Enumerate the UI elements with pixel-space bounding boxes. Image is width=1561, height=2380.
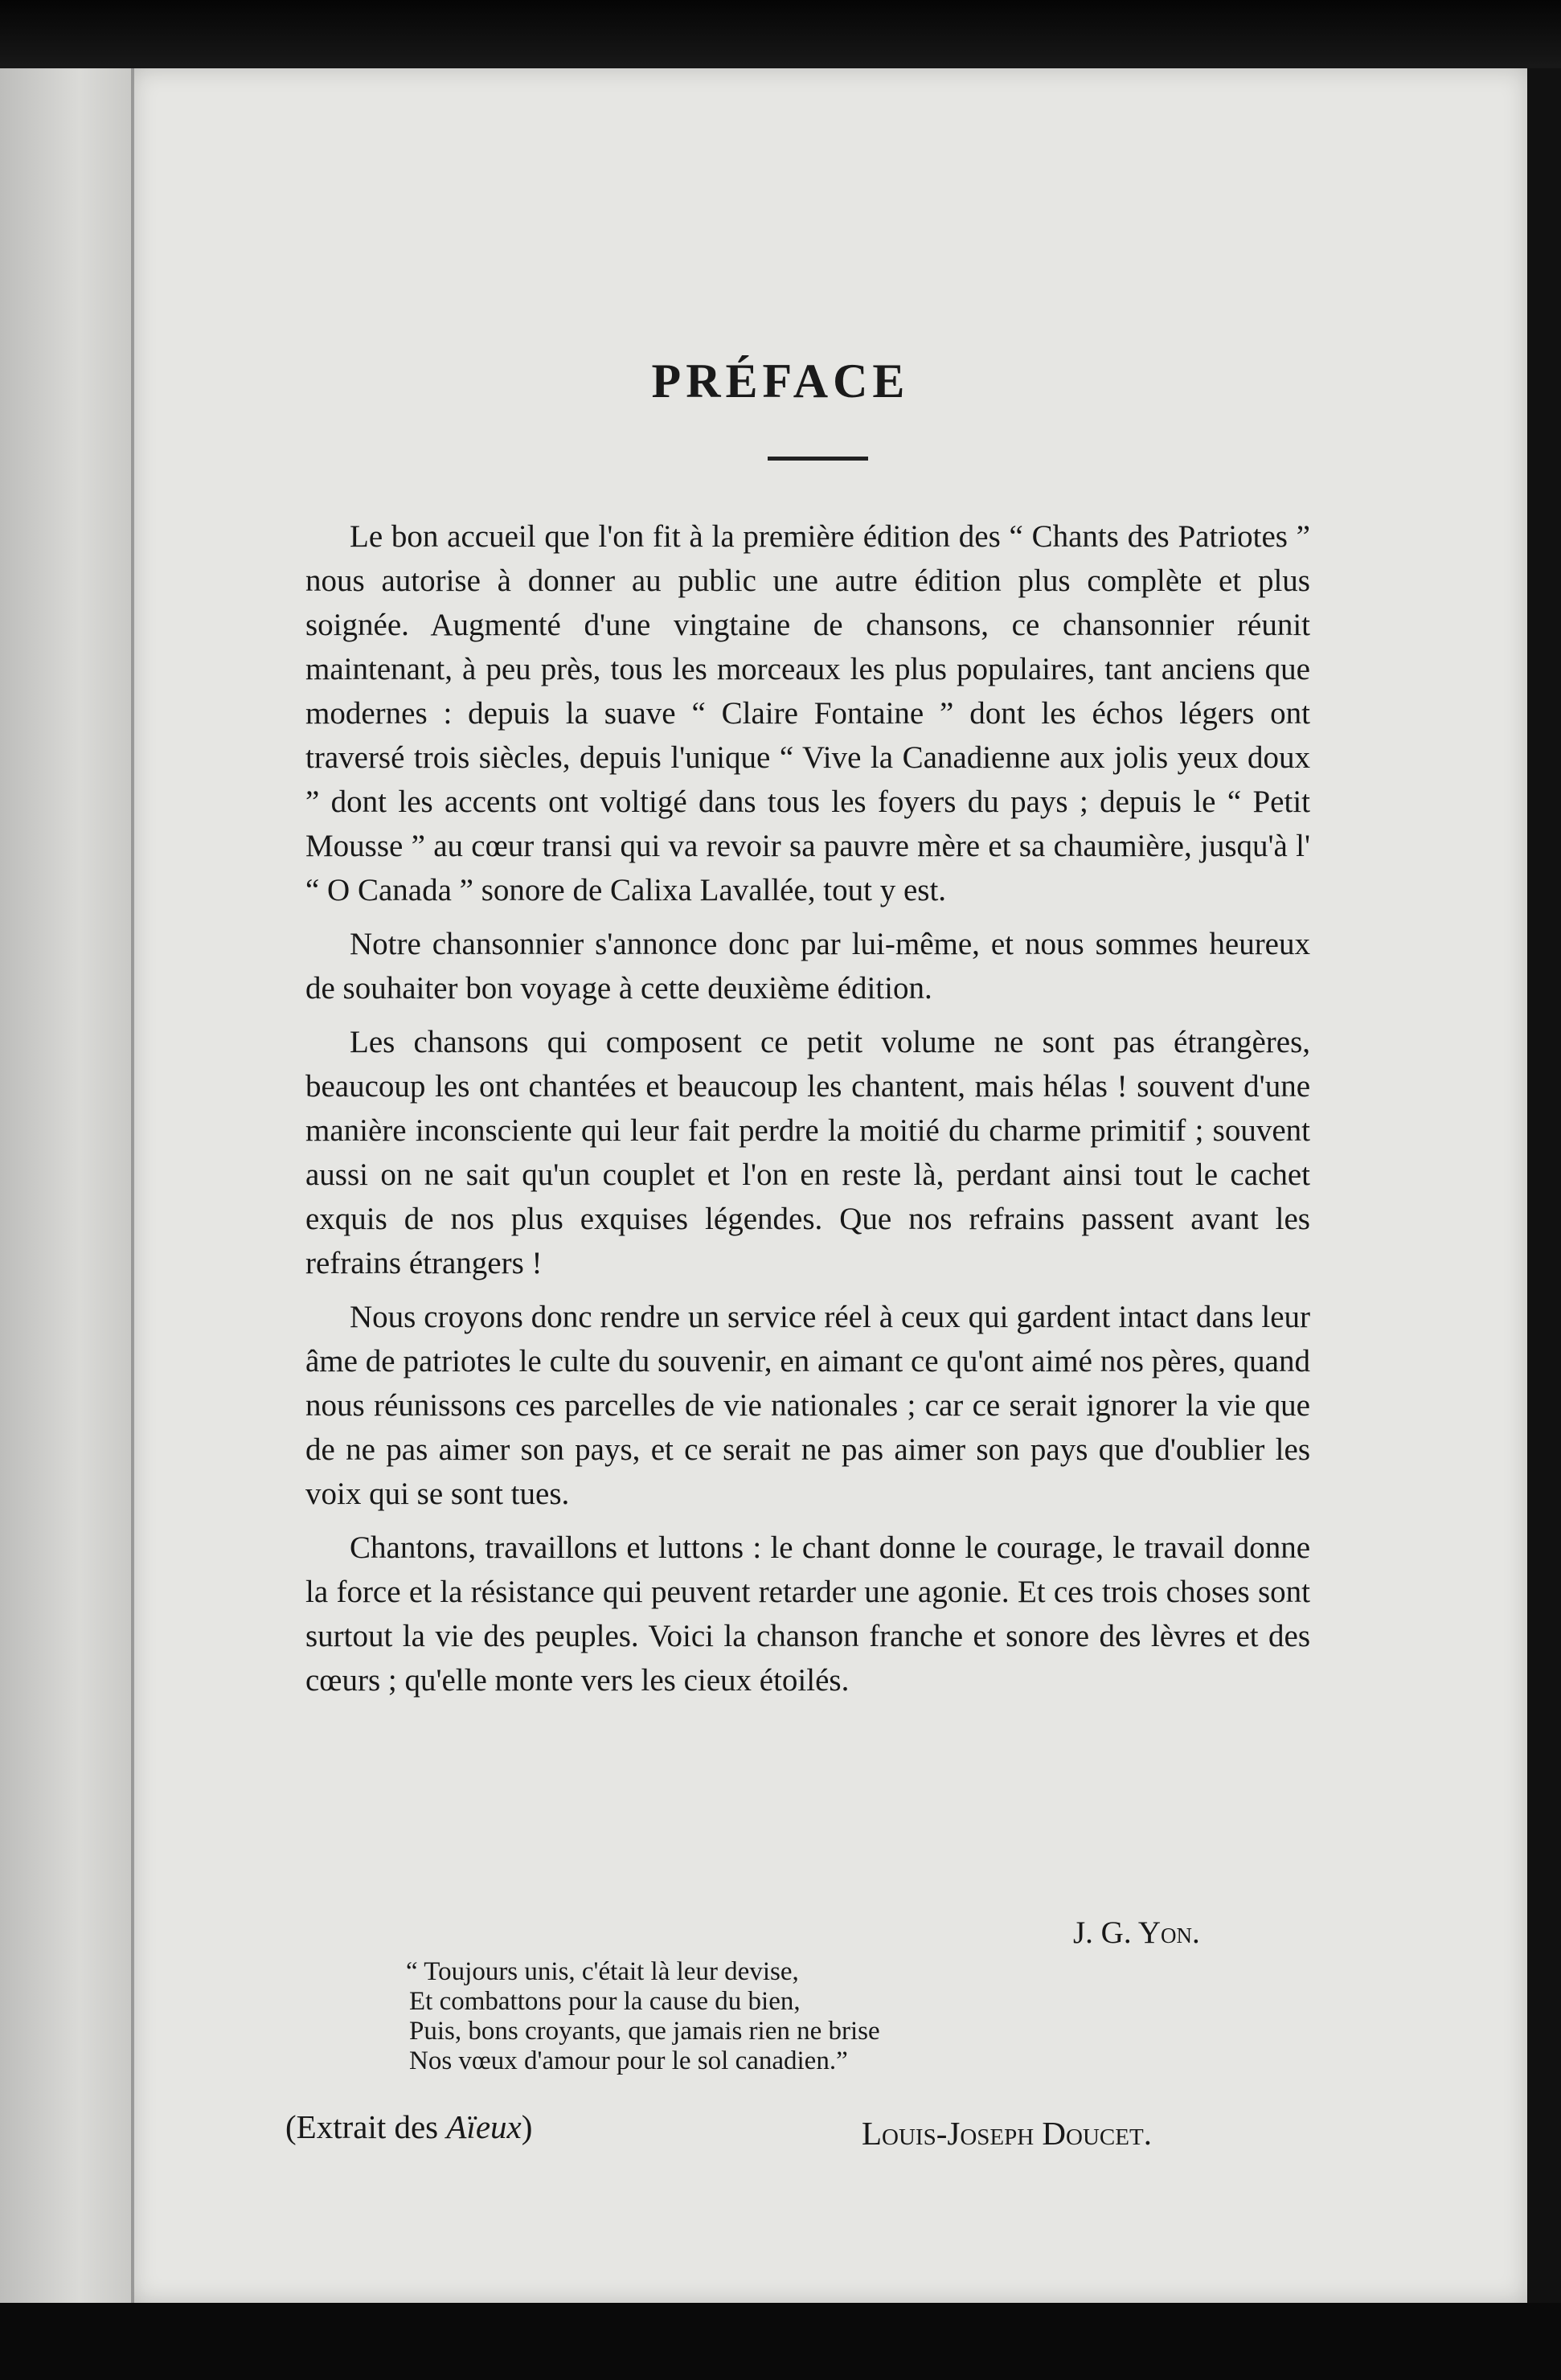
source-title: Aïeux [446, 2108, 522, 2145]
preface-body [305, 514, 1310, 1712]
signature: J. G. Yon. [1073, 1915, 1200, 1950]
epigraph [406, 1957, 1049, 2076]
epigraph-line: “ Toujours unis, c'était là leur devise, [406, 1957, 799, 1986]
paragraph: Le bon accueil que l'on fit à la première édition des “ Chants des Patriotes ” nous autorise à donner au public une autre édition plus complète et plus soignée. Augmenté d'une vingtaine de chansons, ce chansonnier réunit maintenant, à peu près, tous les morceaux les plus populaires, tant anciens que modernes : depuis la suave “ Claire Fontaine ” dont les échos légers ont traversé trois siècles, depuis l'unique “ Vive la Canadienne aux jolis yeux doux ” dont les accents ont voltigé dans tous les foyers du pays ; depuis le “ Petit Mousse ” au cœur transi qui va revoir sa pauvre mère et sa chaumière, jusqu'à l' “ O Canada ” sonore de Calixa Lavallée, tout y est. [305, 519, 1310, 907]
epigraph-line: Et combattons pour la cause du bien, [409, 1987, 801, 2016]
source-prefix: (Extrait des [285, 2108, 447, 2145]
paragraph: Chantons, travaillons et luttons : le chant donne le courage, le travail donne la force et la résistance qui peuvent retarder une agonie. Et ces trois choses sont surtout la vie des peuples. Voici la chanson franche et sonore des lèvres et des cœurs ; qu'elle monte vers les cieux étoilés. [305, 1530, 1310, 1698]
paragraph: Notre chansonnier s'annonce donc par lui-même, et nous sommes heureux de souhaiter bon voyage à cette deuxième édition. [305, 927, 1310, 1006]
epigraph-source [285, 2108, 532, 2146]
epigraph-author: Louis-Joseph Doucet. [862, 2115, 1152, 2152]
epigraph-line: Nos vœux d'amour pour le sol canadien.” [409, 2046, 848, 2075]
source-suffix: ) [521, 2108, 533, 2145]
epigraph-line: Puis, bons croyants, que jamais rien ne brise [409, 2017, 880, 2046]
paragraph: Nous croyons donc rendre un service réel à ceux qui gardent intact dans leur âme de patriotes le culte du souvenir, en aimant ce qu'ont aimé nos pères, quand nous réunissons ces parcelles de vie nationales ; car ce serait ignorer la vie que de ne pas aimer son pays, et ce serait ne pas aimer son pays que d'oublier les voix qui se sont tues. [305, 1300, 1310, 1511]
page-title: PRÉFACE [651, 354, 910, 408]
title-rule [768, 457, 868, 461]
scan-bottom-edge [0, 2303, 1561, 2380]
paragraph: Les chansons qui composent ce petit volume ne sont pas étrangères, beaucoup les ont chantées et beaucoup les chantent, mais hélas ! souvent d'une manière inconsciente qui leur fait perdre la moitié du charme primitif ; souvent aussi on ne sait qu'un couplet et l'on en reste là, perdant ainsi tout le cachet exquis de nos plus exquises légendes. Que nos refrains passent avant les refrains étrangers ! [305, 1025, 1310, 1280]
